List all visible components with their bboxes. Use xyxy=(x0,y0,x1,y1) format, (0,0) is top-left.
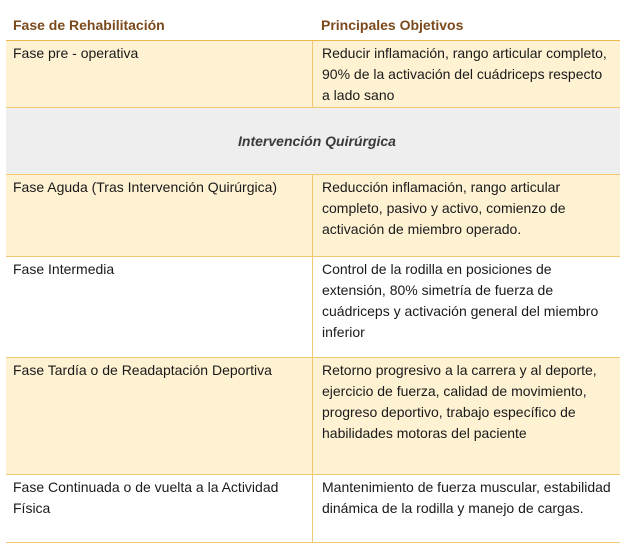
section-label: Intervención Quirúrgica xyxy=(238,133,396,149)
rehabilitation-table xyxy=(6,13,620,543)
table-row xyxy=(6,257,620,358)
table-row xyxy=(6,475,620,543)
objectives-cell: Retorno progresivo a la carrera y al deporte, ejercicio de fuerza, calidad de movimiento, progreso deportivo, trabajo específico de habilidades motoras del paciente xyxy=(312,358,620,474)
phase-cell: Fase pre - operativa xyxy=(13,45,139,61)
header-phase: Fase de Rehabilitación xyxy=(13,17,165,33)
table-row xyxy=(6,358,620,475)
objectives-cell: Mantenimiento de fuerza muscular, estabilidad dinámica de la rodilla y manejo de cargas. xyxy=(312,475,620,542)
table-row xyxy=(6,41,620,108)
header-objectives: Principales Objetivos xyxy=(321,17,464,33)
objectives-cell: Reducir inflamación, rango articular completo, 90% de la activación del cuádriceps respecto a lado sano xyxy=(312,41,620,107)
objectives-cell: Reducción inflamación, rango articular completo, pasivo y activo, comienzo de activación de miembro operado. xyxy=(312,175,620,256)
table-row xyxy=(6,175,620,257)
table-header-row xyxy=(6,13,620,41)
section-row xyxy=(6,108,620,175)
phase-cell: Fase Intermedia xyxy=(13,261,115,277)
phase-cell: Fase Aguda (Tras Intervención Quirúrgica) xyxy=(13,179,278,195)
objectives-cell: Control de la rodilla en posiciones de extensión, 80% simetría de fuerza de cuádriceps y activación general del miembro inferior xyxy=(312,257,620,357)
phase-cell: Fase Tardía o de Readaptación Deportiva xyxy=(13,362,272,378)
phase-cell: Fase Continuada o de vuelta a la Actividad Física xyxy=(13,479,279,516)
